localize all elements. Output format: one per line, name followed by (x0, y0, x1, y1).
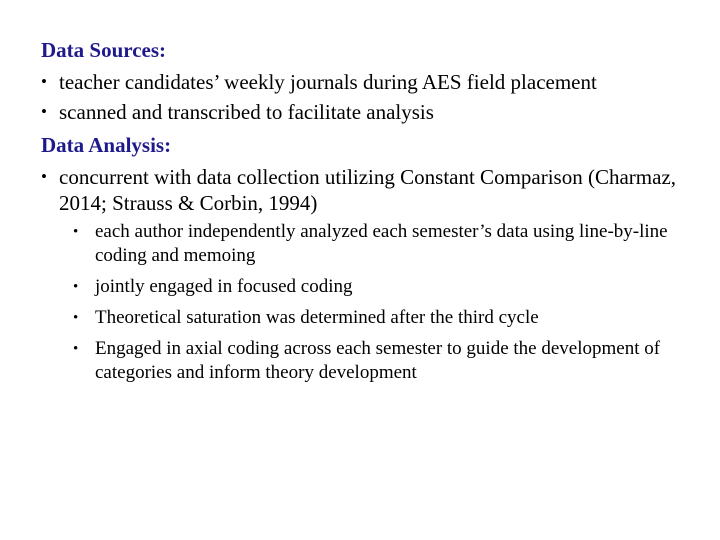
sub-list-item (73, 220, 681, 268)
list-item-text: concurrent with data collection utilizing Constant Comparison (Charmaz, 2014; Strauss & Corbin, 1994) (59, 165, 677, 215)
sub-list-item-text: each author independently analyzed each semester’s data using line-by-line coding and memoing (95, 221, 668, 266)
sub-list-item-text: Theoretical saturation was determined after the third cycle (95, 307, 539, 328)
data-sources-list (41, 69, 681, 125)
data-analysis-sublist (73, 220, 681, 385)
bullet-icon: • (41, 102, 47, 121)
sub-list-item-text: jointly engaged in focused coding (95, 276, 353, 297)
bullet-icon: • (73, 224, 79, 240)
list-item (41, 99, 681, 125)
bullet-icon: • (73, 341, 79, 357)
list-item (41, 164, 681, 216)
list-item (41, 69, 681, 95)
data-analysis-list (41, 164, 681, 216)
sub-list-item (73, 306, 681, 330)
bullet-icon: • (73, 310, 79, 326)
data-sources-heading: Data Sources: (41, 38, 167, 62)
bullet-icon: • (73, 279, 79, 295)
list-item-text: teacher candidates’ weekly journals during AES field placement (59, 70, 597, 94)
sub-list-item (73, 275, 681, 299)
data-analysis-heading: Data Analysis: (41, 133, 172, 157)
list-item-text: scanned and transcribed to facilitate analysis (59, 100, 434, 124)
slide-content (41, 34, 681, 392)
bullet-icon: • (41, 72, 47, 91)
sub-list-item-text: Engaged in axial coding across each semester to guide the development of categories and inform theory development (95, 338, 661, 383)
sub-list-item (73, 337, 681, 385)
bullet-icon: • (41, 167, 47, 186)
